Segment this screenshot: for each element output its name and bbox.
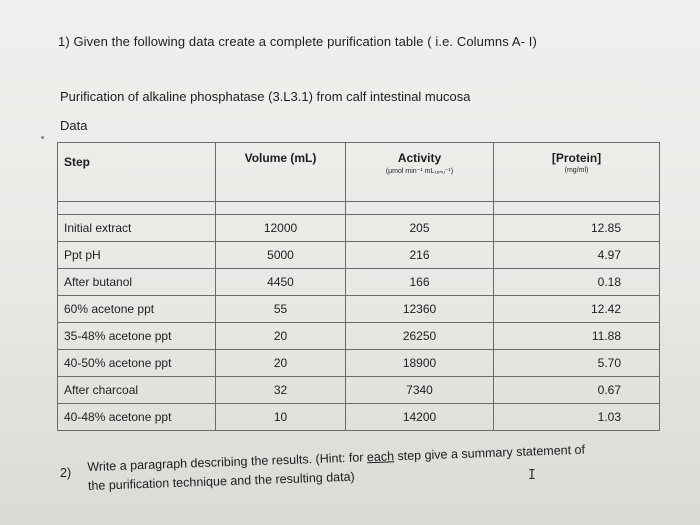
cell-activity: 166 <box>346 269 494 296</box>
cell-volume: 5000 <box>216 242 346 269</box>
table-row <box>58 377 660 404</box>
header-activity-label: Activity <box>397 151 442 165</box>
dust-dot <box>41 136 44 139</box>
q2-line1-part-a: Write a paragraph describing the results. (Hint: for <box>87 450 368 474</box>
table-row <box>58 269 660 296</box>
cell-volume: 32 <box>216 377 346 404</box>
cell-protein: 0.67 <box>494 377 660 404</box>
header-protein <box>494 143 660 202</box>
cell-volume: 55 <box>216 296 346 323</box>
cell-step: 60% acetone ppt <box>58 296 216 323</box>
cell-activity: 7340 <box>346 377 494 404</box>
table-row <box>58 242 660 269</box>
cell-step: Initial extract <box>58 215 216 242</box>
cell-protein: 12.85 <box>494 215 660 242</box>
cell-volume: 20 <box>216 350 346 377</box>
cell-volume: 12000 <box>216 215 346 242</box>
cell-protein: 1.03 <box>494 404 660 431</box>
q2-line1-part-b: step give a summary statement of <box>393 442 586 464</box>
cell-volume: 4450 <box>216 269 346 296</box>
cell-step: After charcoal <box>58 377 216 404</box>
table-row <box>58 350 660 377</box>
cell-activity: 216 <box>346 242 494 269</box>
q2-line1-underlined: each <box>366 449 395 465</box>
cell-protein: 12.42 <box>494 296 660 323</box>
cell-protein: 11.88 <box>494 323 660 350</box>
header-protein-label: [Protein] <box>551 151 602 165</box>
table-row <box>58 323 660 350</box>
header-step: Step <box>58 143 216 202</box>
cell-volume: 10 <box>216 404 346 431</box>
header-protein-unit: (mg/ml) <box>564 167 589 174</box>
text-cursor-icon: I <box>528 468 536 483</box>
table-subtitle: Purification of alkaline phosphatase (3.L3.1) from calf intestinal mucosa <box>60 89 471 104</box>
cell-activity: 14200 <box>346 404 494 431</box>
cell-protein: 0.18 <box>494 269 660 296</box>
cell-step: 35-48% acetone ppt <box>58 323 216 350</box>
question-2-line-2: the purification technique and the resulting data) <box>87 469 355 493</box>
header-activity-unit: (µmol min⁻¹ mL₁ₑₙᵤ⁻¹) <box>385 168 454 175</box>
header-volume <box>216 143 346 202</box>
cell-protein: 4.97 <box>494 242 660 269</box>
cell-step: Ppt pH <box>58 242 216 269</box>
table-row <box>58 404 660 431</box>
cell-step: 40-48% acetone ppt <box>58 404 216 431</box>
purification-table <box>57 142 660 431</box>
cell-step: 40-50% acetone ppt <box>58 350 216 377</box>
question-2-number: 2) <box>60 466 72 480</box>
cell-volume: 20 <box>216 323 346 350</box>
cell-step: After butanol <box>58 269 216 296</box>
question-1: 1) Given the following data create a complete purification table ( i.e. Columns A- I) <box>58 34 537 49</box>
cell-protein: 5.70 <box>494 350 660 377</box>
cell-activity: 12360 <box>346 296 494 323</box>
data-label: Data <box>60 118 88 133</box>
header-volume-label: Volume (mL) <box>244 151 317 165</box>
question-2-text <box>87 441 586 496</box>
cell-activity: 18900 <box>346 350 494 377</box>
table-row <box>58 215 660 242</box>
table-header-row <box>58 143 660 202</box>
table-row <box>58 296 660 323</box>
cell-activity: 205 <box>346 215 494 242</box>
header-activity <box>346 143 494 202</box>
spacer-row <box>58 202 660 215</box>
cell-activity: 26250 <box>346 323 494 350</box>
